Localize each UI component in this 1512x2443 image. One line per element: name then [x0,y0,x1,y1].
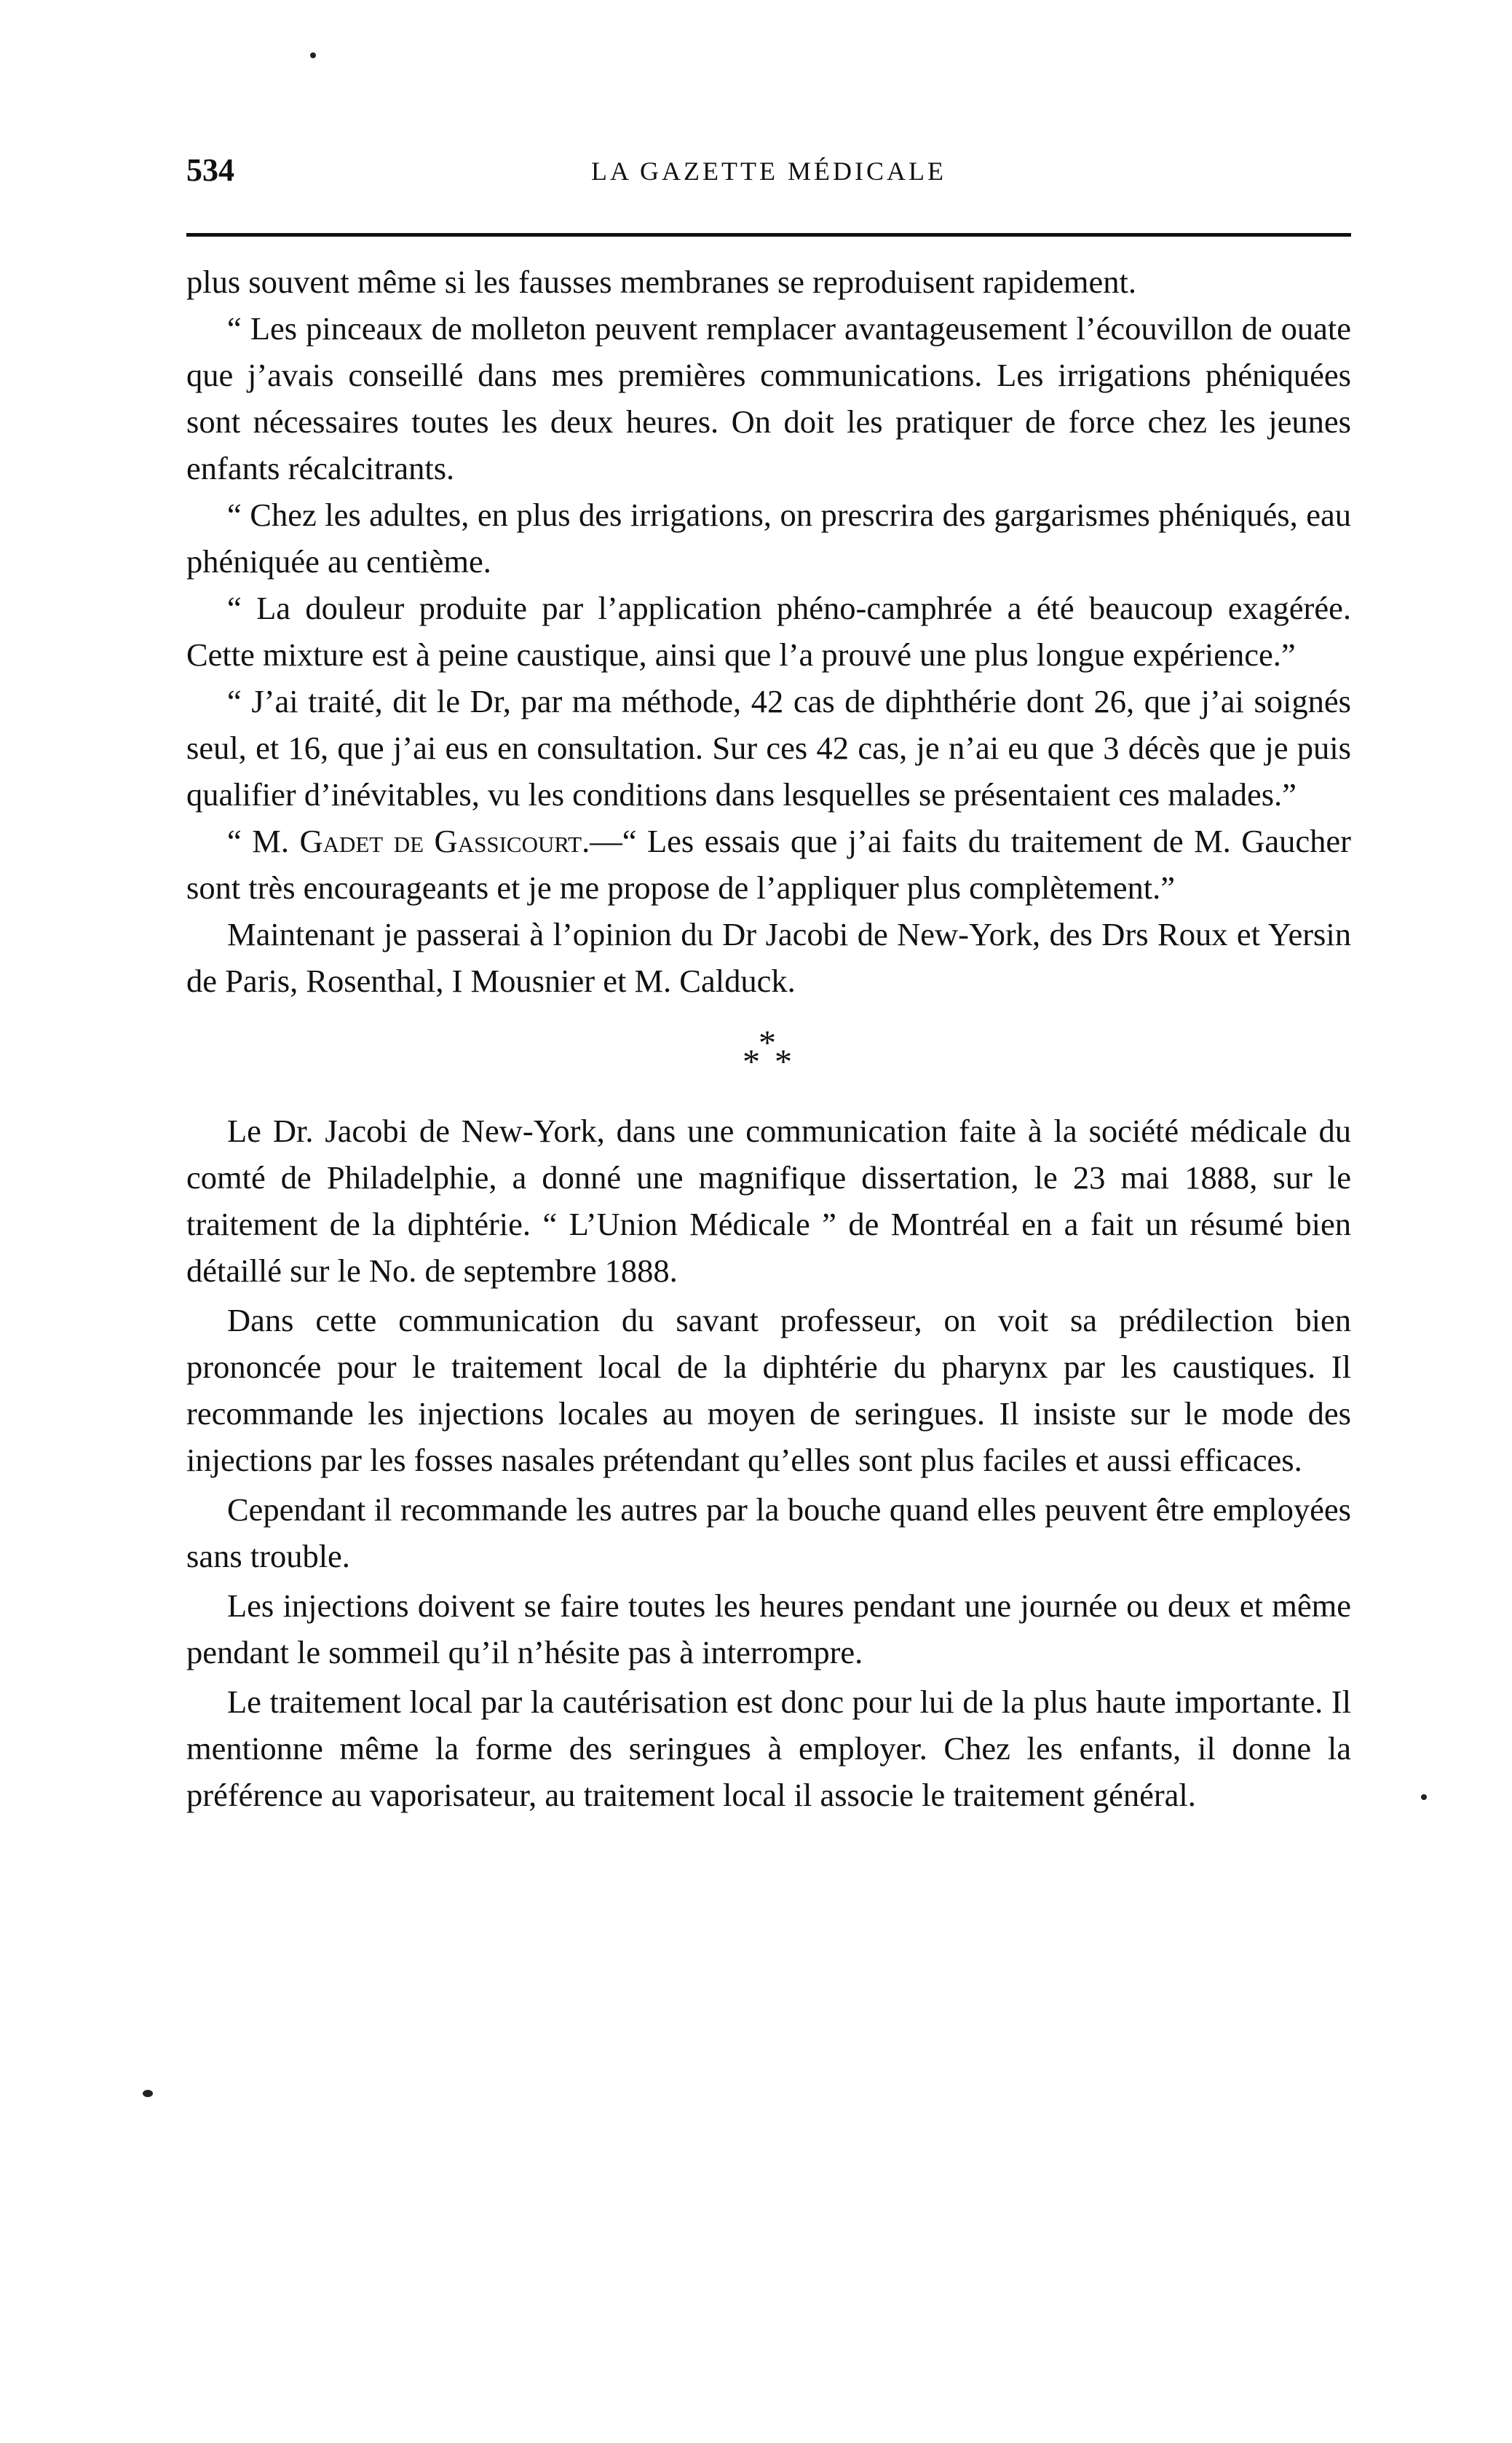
quote-text: .—“ Les essais que j’ai faits du traitement de M. Gaucher sont très encourageants et je me propose de l’appliquer plus complètement.” [186,823,1351,906]
author-name: Gadet de Gassicourt [299,823,582,859]
paragraph-gadet [186,818,1351,911]
paragraph: “ Les pinceaux de molleton peuvent remplacer avantageusement l’écouvillon de ouate que j’avais conseillé dans mes premières communications. Les irrigations phéniquées sont nécessaires toutes les deux heures. On doit les pratiquer de force chez les jeunes enfants récalcitrants. [186,310,1351,486]
paragraph: Les injections doivent se faire toutes les heures pendant une journée ou deux et même pendant le sommeil qu’il n’hésite pas à interrompre. [186,1587,1351,1670]
asterisk-left: * [743,1043,760,1081]
print-speck [310,52,316,58]
asterisk-top: * [759,1024,776,1062]
print-speck [143,2090,153,2097]
paragraph-transition: Maintenant je passerai à l’opinion du Dr Jacobi de New-York, des Drs Roux et Yersin de Paris, Rosenthal, I Mousnier et M. Calduck. [186,916,1351,999]
paragraph: Le traitement local par la cautérisation est donc pour lui de la plus haute importante. Il mentionne même la forme des seringues à employer. Chez les enfants, il donne la préférence au vaporisateur, au traitement local il associe le traitement général. [186,1684,1351,1813]
paragraph-continued: plus souvent même si les fausses membranes se reproduisent rapidement. [186,264,1137,300]
paragraph: “ Chez les adultes, en plus des irrigations, on prescrira des gargarismes phéniqués, eau phéniquée au centième. [186,497,1351,580]
print-speck [1421,1794,1427,1800]
asterisk-right: * [775,1043,792,1081]
paragraph: “ J’ai traité, dit le Dr, par ma méthode, 42 cas de diphthérie dont 26, que j’ai soignés seul, et 16, que j’ai eus en consultation. Sur ces 42 cas, je n’ai eu que 3 décès que je puis qualifier d’inévitables, vu les conditions dans lesquelles se présentaient ces malades.” [186,683,1351,813]
header-rule [186,233,1351,237]
running-title: LA GAZETTE MÉDICALE [591,157,946,186]
paragraph: Le Dr. Jacobi de New-York, dans une communication faite à la société médicale du comté de Philadelphie, a donné une magnifique dissertation, le 23 mai 1888, sur le traitement de la diphtérie. “ L’Union Médicale ” de Montréal en a fait un résumé bien détaillé sur le No. de septembre 1888. [186,1113,1351,1289]
paragraph: Cependant il recommande les autres par la bouche quand elles peuvent être employées sans trouble. [186,1491,1351,1574]
quote-open: “ M. [227,823,300,859]
page-header [186,151,1351,202]
section-separator [186,1013,1351,1108]
paragraph: “ La douleur produite par l’application phéno-camphrée a été beaucoup exagérée. Cette mixture est à peine caustique, ainsi que l’a prouvé une plus longue expérience.” [186,590,1351,673]
body-text [186,258,1351,1818]
page-number: 534 [186,152,234,188]
paragraph: Dans cette communication du savant professeur, on voit sa prédilection bien prononcée pour le traitement local de la diphtérie du pharynx par les caustiques. Il recommande les injections locales au moyen de seringues. Il insiste sur le mode des injections par les fosses nasales prétendant qu’elles sont plus faciles et aussi efficaces. [186,1302,1351,1478]
